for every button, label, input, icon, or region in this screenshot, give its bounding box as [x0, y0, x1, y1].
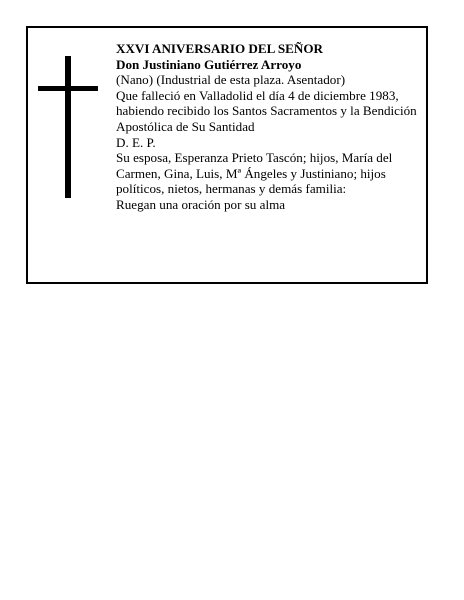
latin-cross-icon: [38, 56, 98, 198]
deceased-name: Don Justiniano Gutiérrez Arroyo: [116, 56, 302, 72]
obituary-notice: [26, 26, 428, 284]
notice-heading: XXVI ANIVERSARIO DEL SEÑOR: [116, 41, 323, 56]
cross-vertical-bar: [65, 56, 71, 198]
rip-line: D. E. P.: [116, 134, 156, 150]
prayer-request: Ruegan una oración por su alma: [116, 196, 286, 212]
notice-text: [116, 41, 422, 213]
deceased-description: (Nano) (Industrial de esta plaza. Asentador): [116, 72, 346, 88]
cross-horizontal-bar: [38, 86, 98, 91]
family-list: Su esposa, Esperanza Prieto Tascón; hijos, María del Carmen, Gina, Luis, Mª Ángeles y Justiniano; hijos políticos, nietos, hermanas y demás familia:: [116, 150, 393, 197]
death-info: Que falleció en Valladolid el día 4 de diciembre 1983, habiendo recibido los Santos Sacramentos y la Bendición Apostólica de Su Santidad: [116, 87, 417, 134]
